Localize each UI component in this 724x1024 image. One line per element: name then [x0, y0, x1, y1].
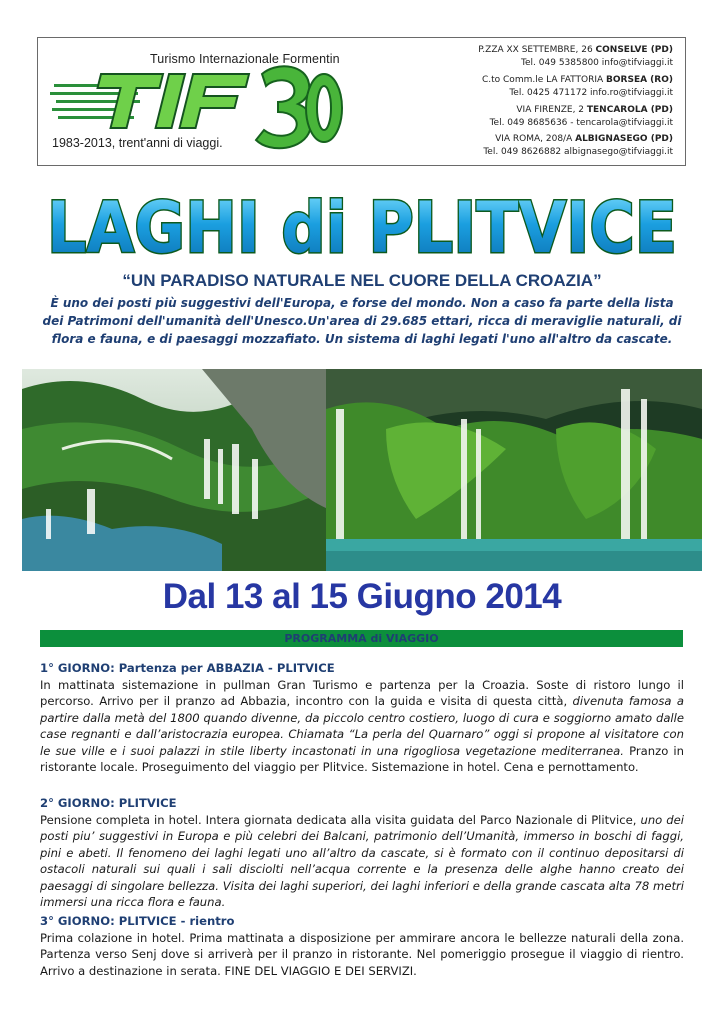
office-address: C.to Comm.le LA FATTORIA: [481, 75, 607, 85]
page-title-text: LAGHI di PLITVICE: [47, 187, 677, 266]
day-1-text-end: Pranzo in ristorante locale. Proseguimento del viaggio per Plitvice. Sistemazione in hotel. Cena e pernottamento.: [40, 743, 684, 774]
logo-tagline: 1983-2013, trent'anni di viaggi.: [52, 136, 223, 150]
day-2-text: Pensione completa in hotel. Intera giornata dedicata alla visita guidata del Parco Nazionale di Plitvice,: [40, 812, 641, 827]
intro-text-post: , e forse del mondo. Non a caso fa parte della lista dei Patrimoni dell'umanità dell'Unesco.Un'area di 29.685 ettari, ricca di meraviglie naturali, di flora e fauna, e di paesaggi mozzafiato. Un sistema di laghi legati l'uno all'altro da cascate.: [42, 296, 682, 346]
trip-dates: Dal 13 al 15 Giugno 2014: [162, 577, 562, 616]
day-2-section: [40, 795, 684, 911]
day-1-heading: 1° GIORNO: Partenza per ABBAZIA - PLITVICE: [40, 661, 335, 675]
office-address: VIA FIRENZE, 2: [516, 105, 587, 115]
agency-header: [37, 37, 686, 166]
day-3-heading: 3° GIORNO: PLITVICE - rientro: [40, 914, 235, 928]
tif30-logo: [50, 46, 346, 158]
office-address: VIA ROMA, 208/A: [495, 134, 576, 144]
intro-text-pre: È uno dei posti più suggestivi dell': [50, 296, 284, 310]
day-1-section: [40, 660, 684, 776]
office-city: CONSELVE (PD): [595, 45, 673, 55]
day-3-section: [40, 913, 684, 979]
intro-text-bold: Europa: [283, 296, 332, 310]
day-2-body: [40, 812, 684, 911]
program-title-bar: PROGRAMMA di VIAGGIO: [40, 630, 683, 647]
day-3-body: [40, 930, 684, 980]
day-3-text: Prima colazione in hotel. Prima mattinata a disposizione per ammirare ancora le bellezze naturali della zona. Partenza verso Senj dove si arriverà per il pranzo in ristorante. Nel pomeriggio prosegue il viaggio di rientro. Arrivo a destinazione in serata. FINE DEL VIAGGIO E DEI SERVIZI.: [40, 930, 684, 978]
day-1-italic-text: divenuta famosa a partire dalla metà del 1800 quando divenne, da piccolo centro costiero, luogo di cura e soggiorno amato dalle case regnanti e dall’aristocrazia europea. Chiamata “La perla del Quarnaro” oggi si propone al visitatore con le sue ville e i suoi palazzi in stile liberty incastonati in una rigogliosa vegetazione mediterranea.: [40, 694, 685, 758]
office-city: BORSEA (RO): [606, 75, 673, 85]
day-2-heading: 2° GIORNO: PLITVICE: [40, 796, 177, 810]
office-contact: Tel. 049 5385800 info@tifviaggi.it: [521, 58, 673, 68]
waterfall-photo-left: [22, 369, 328, 571]
office-city: TENCAROLA (PD): [586, 105, 673, 115]
page-title: [34, 184, 690, 266]
office-contact: Tel. 0425 471172 info.ro@tifviaggi.it: [509, 88, 673, 98]
office-city: ALBIGNASEGO (PD): [575, 134, 673, 144]
intro-paragraph: [40, 294, 684, 348]
logo-company-name: Turismo Internazionale Formentin: [150, 52, 340, 66]
office-address: P.ZZA XX SETTEMBRE, 26: [478, 45, 596, 55]
office-albignasego: [483, 133, 673, 159]
day-2-italic-text: uno dei posti piu’ suggestivi in Europa e più celebri dei Balcani, patrimonio dell’Umanità, immerso in boschi di faggi, pini e abeti. Il fenomeno dei laghi legati uno all’altro da cascate, si è formato con il continuo depositarsi di ostacoli naturali sui quali i sali disciolti nell’acqua corrente e la presenza delle alghe hanno creato dei paesaggi di singolare bellezza. Visita dei laghi superiori, dei laghi inferiori e della grande cascata alta 78 metri immersi una ricca flora e fauna.: [40, 812, 684, 909]
office-contact: Tel. 049 8685636 - tencarola@tifviaggi.it: [489, 118, 673, 128]
waterfall-photo-right: [326, 369, 702, 571]
office-contact: Tel. 049 8626882 albignasego@tifviaggi.it: [483, 147, 673, 157]
day-1-body: [40, 677, 684, 776]
office-tencarola: [490, 104, 673, 130]
day-1-text: In mattinata sistemazione in pullman Gran Turismo e partenza per la Croazia. Soste di ristoro lungo il percorso. Arrivo per il pranzo ad Abbazia, incontro con la guida e visita di questa città,: [40, 677, 684, 708]
office-conselve: [478, 44, 673, 70]
subtitle: “UN PARADISO NATURALE NEL CUORE DELLA CROAZIA”: [122, 271, 602, 290]
office-borsea: [482, 74, 673, 100]
